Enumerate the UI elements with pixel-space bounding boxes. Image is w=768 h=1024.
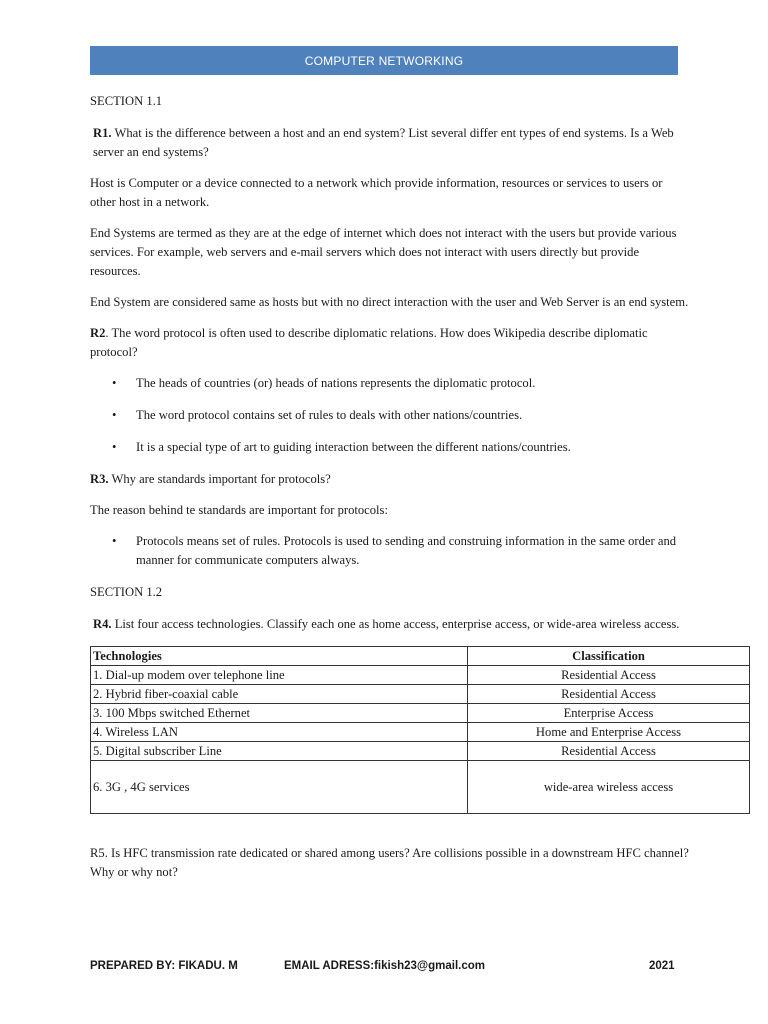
footer-email: EMAIL ADRESS:fikish23@gmail.com <box>284 960 486 972</box>
question-r4 <box>90 615 690 634</box>
table-row <box>91 761 750 814</box>
list-item-text: It is a special type of art to guiding interaction between the different nations/countries. <box>136 440 571 454</box>
answer-paragraph: End System are considered same as hosts but with no direct interaction with the user and Web Server is an end system. <box>90 295 689 309</box>
question-r5: R5. Is HFC transmission rate dedicated or shared among users? Are collisions possible in a downstream HFC channel? Why or why not? <box>90 846 689 879</box>
answer-paragraph: End Systems are termed as they are at the edge of internet which does not interact with the users but provide various services. For example, web servers and e-mail servers which does not interact with users directly but provide resources. <box>90 226 677 278</box>
table-header-row <box>91 647 750 666</box>
table-cell: 1. Dial-up modem over telephone line <box>91 666 468 685</box>
column-header-classification: Classification <box>468 647 750 666</box>
section-heading-1-1: SECTION 1.1 <box>90 94 163 108</box>
list-item-text: The word protocol contains set of rules to deals with other nations/countries. <box>136 408 523 422</box>
table-row <box>91 685 750 704</box>
question-text-r4: List four access technologies. Classify each one as home access, enterprise access, or wide-area wireless access. <box>111 617 680 631</box>
question-text-r1: What is the difference between a host and an end system? List several differ ent types of end systems. Is a Web server an end systems? <box>93 126 674 159</box>
bullet-list-r2 <box>90 374 690 457</box>
table-cell: Residential Access <box>468 666 750 685</box>
table-row <box>91 666 750 685</box>
table-cell: 5. Digital subscriber Line <box>91 742 468 761</box>
table-cell: Residential Access <box>468 685 750 704</box>
bullet-icon: • <box>112 534 117 548</box>
table-row <box>91 723 750 742</box>
question-r2 <box>90 324 690 362</box>
footer-year: 2021 <box>649 960 675 972</box>
answer-intro-r3: The reason behind te standards are important for protocols: <box>90 503 388 517</box>
table-row <box>91 742 750 761</box>
bullet-icon: • <box>112 376 117 390</box>
question-r1 <box>90 124 690 162</box>
question-r3 <box>90 470 690 489</box>
table-cell: 3. 100 Mbps switched Ethernet <box>91 704 468 723</box>
access-technology-table <box>90 646 750 814</box>
page-footer <box>90 960 690 976</box>
question-label-r4: R4. <box>93 617 112 631</box>
table-cell: wide-area wireless access <box>468 761 750 814</box>
column-header-technologies: Technologies <box>91 647 468 666</box>
table-cell: Enterprise Access <box>468 704 750 723</box>
footer-author: PREPARED BY: FIKADU. M <box>90 960 238 972</box>
question-label-r3: R3. <box>90 472 109 486</box>
table-cell: 2. Hybrid fiber-coaxial cable <box>91 685 468 704</box>
list-item <box>90 532 690 570</box>
table-cell: 6. 3G , 4G services <box>91 761 468 814</box>
list-item <box>90 374 690 393</box>
question-label-r2: R2 <box>90 326 106 340</box>
table-cell: Home and Enterprise Access <box>468 723 750 742</box>
list-item-text: Protocols means set of rules. Protocols is used to sending and construing information in the same order and manner for communicate computers always. <box>136 534 677 567</box>
title-banner <box>90 46 678 75</box>
list-item <box>90 438 690 457</box>
table-row <box>91 704 750 723</box>
bullet-list-r3 <box>90 532 690 570</box>
question-text-r3: Why are standards important for protocols? <box>108 472 331 486</box>
answer-paragraph: Host is Computer or a device connected to a network which provide information, resources or services to users or other host in a network. <box>90 176 663 209</box>
section-heading-1-2: SECTION 1.2 <box>90 585 163 599</box>
table-cell: Residential Access <box>468 742 750 761</box>
bullet-icon: • <box>112 440 117 454</box>
table-cell: 4. Wireless LAN <box>91 723 468 742</box>
document-title: COMPUTER NETWORKING <box>304 53 464 68</box>
bullet-icon: • <box>112 408 117 422</box>
list-item <box>90 406 690 425</box>
question-text-r2: . The word protocol is often used to describe diplomatic relations. How does Wikipedia describe diplomatic protocol? <box>90 326 648 359</box>
list-item-text: The heads of countries (or) heads of nations represents the diplomatic protocol. <box>136 376 536 390</box>
document-body <box>90 92 690 894</box>
question-label-r1: R1. <box>93 126 112 140</box>
